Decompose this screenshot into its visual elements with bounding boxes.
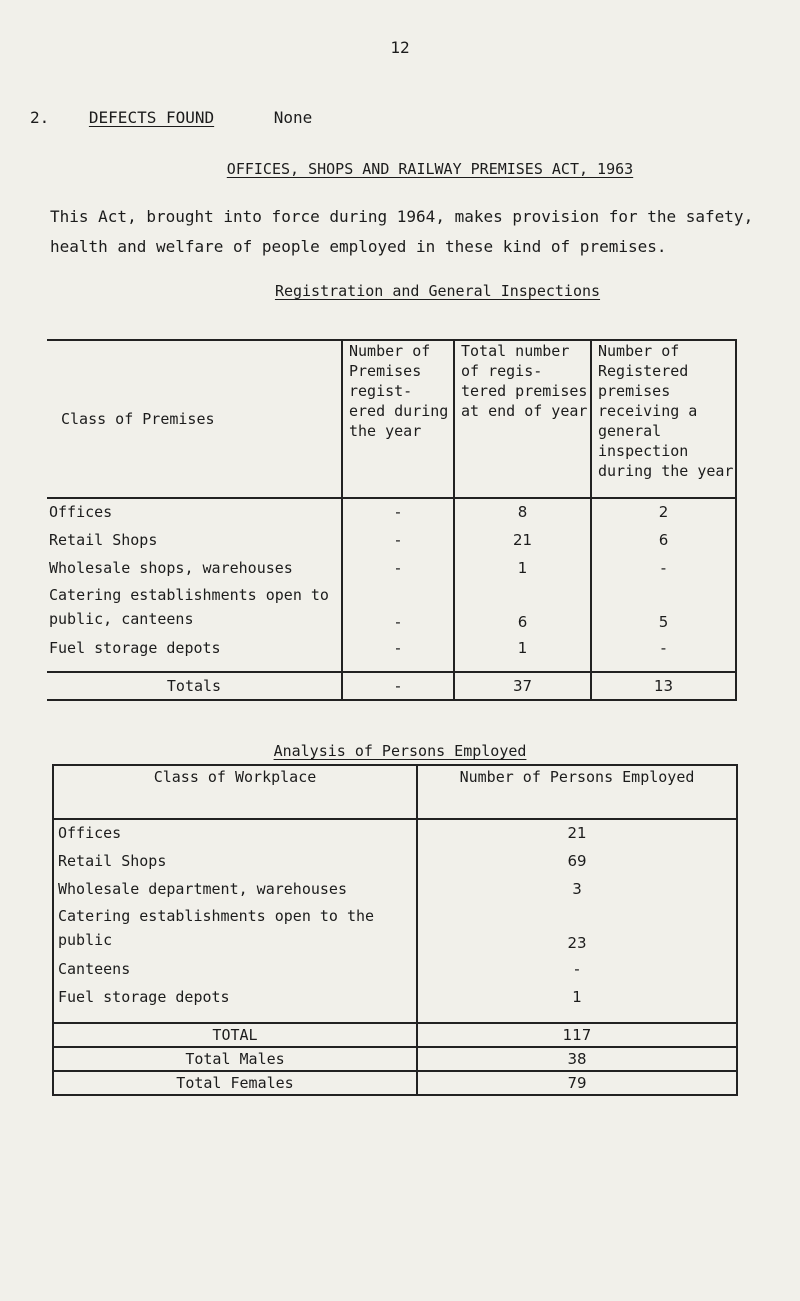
registered-count: - <box>342 635 454 672</box>
table-row <box>53 984 737 1023</box>
registration-table-title: Registration and General Inspections <box>274 282 601 300</box>
total-females-row <box>53 1071 737 1095</box>
table-row <box>53 904 737 956</box>
table-row <box>53 956 737 984</box>
premises-class: Wholesale shops, warehouses <box>49 559 293 577</box>
header-registered-during-year: Number of Premises regist- ered during the year <box>342 340 454 498</box>
inspected-count: 6 <box>591 527 736 555</box>
page-number: 12 <box>390 38 410 57</box>
registered-count: - <box>342 527 454 555</box>
total-females-label: Total Females <box>53 1071 417 1095</box>
table-row <box>47 527 736 555</box>
table-row <box>53 876 737 904</box>
workplace-class: Fuel storage depots <box>53 984 417 1023</box>
table-row <box>53 848 737 876</box>
total-count: 117 <box>417 1023 737 1047</box>
workplace-class: Retail Shops <box>53 848 417 876</box>
inspected-count: 5 <box>591 583 736 635</box>
header-general-inspections: Number of Registered premises receiving a general inspection during the year <box>591 340 736 498</box>
inspected-count: - <box>591 635 736 672</box>
registration-header-row <box>47 340 736 498</box>
registered-count: - <box>342 498 454 527</box>
workplace-class: Catering establishments open to the public <box>53 904 417 956</box>
table-row <box>47 498 736 527</box>
employed-count: 21 <box>417 819 737 848</box>
employed-count: 3 <box>417 876 737 904</box>
table-row <box>47 635 736 672</box>
intro-paragraph: This Act, brought into force during 1964, makes provision for the safety, health and welfare of people employed in these kind of premises. <box>50 207 754 256</box>
total-count: 1 <box>454 635 591 672</box>
employed-count: - <box>417 956 737 984</box>
total-males-label: Total Males <box>53 1047 417 1071</box>
section-value: None <box>273 108 313 127</box>
table-row <box>53 819 737 848</box>
total-males-count: 38 <box>417 1047 737 1071</box>
inspected-count: 2 <box>591 498 736 527</box>
total-row <box>53 1023 737 1047</box>
workplace-class: Wholesale department, warehouses <box>53 876 417 904</box>
premises-class: Offices <box>49 503 113 521</box>
workplace-class: Canteens <box>53 956 417 984</box>
total-count: 8 <box>454 498 591 527</box>
total-count: 6 <box>454 583 591 635</box>
premises-class: Retail Shops <box>49 531 158 549</box>
section-title: DEFECTS FOUND <box>88 108 215 127</box>
total-label: TOTAL <box>53 1023 417 1047</box>
header-total-registered: Total number of regis- tered premises at end of year <box>454 340 591 498</box>
header-class-of-workplace: Class of Workplace <box>53 765 417 819</box>
employed-count: 69 <box>417 848 737 876</box>
employed-count: 23 <box>417 904 737 956</box>
section-heading <box>30 108 312 127</box>
analysis-table-title: Analysis of Persons Employed <box>273 742 527 760</box>
table-row <box>47 583 736 635</box>
act-title: OFFICES, SHOPS AND RAILWAY PREMISES ACT, 1963 <box>226 160 634 178</box>
header-class-of-premises: Class of Premises <box>47 340 342 498</box>
analysis-table <box>52 764 738 1096</box>
total-females-count: 79 <box>417 1071 737 1095</box>
premises-class: Fuel storage depots <box>49 639 221 657</box>
section-number: 2. <box>30 108 50 127</box>
totals-label: Totals <box>47 672 342 700</box>
registered-count: - <box>342 583 454 635</box>
total-males-row <box>53 1047 737 1071</box>
inspected-count: - <box>591 555 736 583</box>
workplace-class: Offices <box>53 819 417 848</box>
analysis-header-row <box>53 765 737 819</box>
employed-count: 1 <box>417 984 737 1023</box>
totals-registered: - <box>342 672 454 700</box>
total-count: 1 <box>454 555 591 583</box>
totals-total: 37 <box>454 672 591 700</box>
registered-count: - <box>342 555 454 583</box>
totals-inspected: 13 <box>591 672 736 700</box>
table-row <box>47 555 736 583</box>
premises-class: Catering establishments open to public, canteens <box>49 586 329 628</box>
total-count: 21 <box>454 527 591 555</box>
registration-table <box>47 339 737 701</box>
header-persons-employed: Number of Persons Employed <box>417 765 737 819</box>
totals-row <box>47 672 736 700</box>
